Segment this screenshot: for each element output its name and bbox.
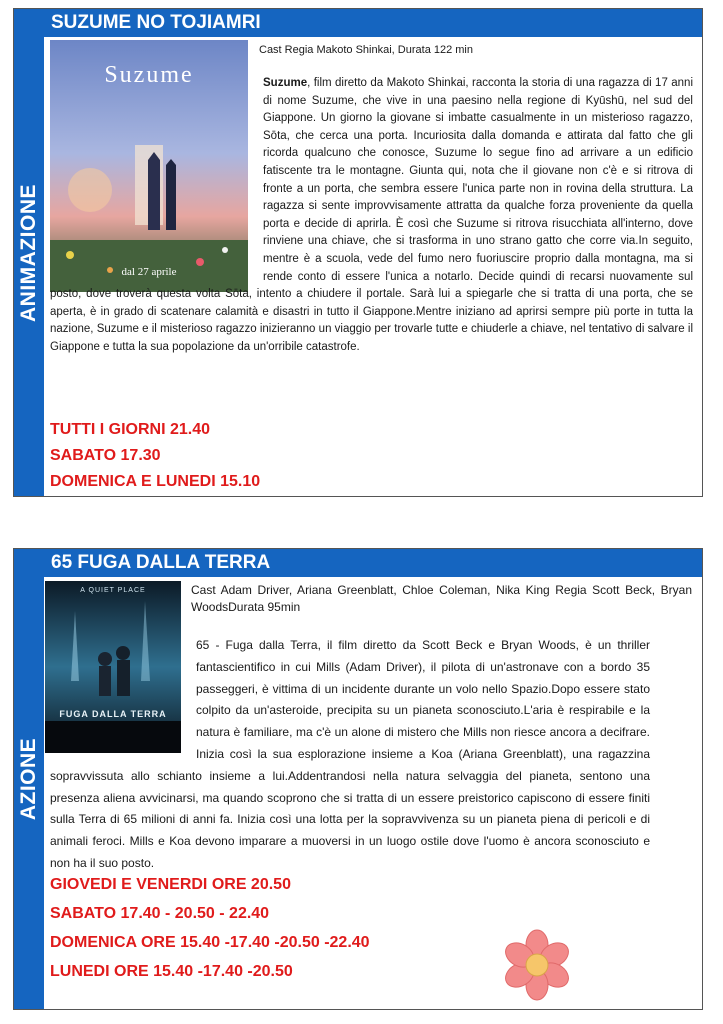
synopsis-lead: Suzume: [263, 77, 308, 89]
showtime-line: SABATO 17.40 - 20.50 - 22.40: [50, 905, 270, 922]
showtime-line: GIOVEDI E VENERDI ORE 20.50: [50, 876, 291, 893]
showtime-line: DOMENICA ORE 15.40 -17.40 -20.50 -22.40: [50, 934, 370, 951]
film-title-bar: [44, 9, 702, 37]
film-title: SUZUME NO TOJIAMRI: [51, 12, 261, 33]
film-synopsis: [50, 75, 693, 357]
film-meta: Cast Regia Makoto Shinkai, Durata 122 min: [259, 44, 473, 56]
genre-label: ANIMAZIONE: [17, 183, 40, 322]
showtime-line: DOMENICA E LUNEDI 15.10: [50, 473, 261, 490]
film-title: 65 FUGA DALLA TERRA: [51, 552, 271, 573]
film-card-suzume: [13, 8, 703, 497]
film-title-bar: [44, 549, 702, 577]
showtime-line: TUTTI I GIORNI 21.40: [50, 421, 211, 438]
flower-icon: [500, 928, 574, 1002]
poster-title: FUGA DALLA TERRA: [59, 709, 167, 719]
poster-tagline: A QUIET PLACE: [80, 587, 146, 594]
genre-label: AZIONE: [17, 737, 40, 821]
poster-title: Suzume: [104, 62, 194, 88]
synopsis-text: 65 - Fuga dalla Terra, il film diretto da Scott Beck e Bryan Woods, è un thriller fantascientifico in cui Mills (Adam Driver), il pilota di un'astronave con a bordo 35 passeggeri, è vittima di un incidente durante un volo nello Spazio.Dopo essere stato colpito da un'asteroide, precipita su un pianeta sconosciuto.L'aria è respirabile e la natura è familiare, ma c'è un alone di mistero che Mills non riesce ancora a decifrare. Inizia così la sua esplorazione insieme a Koa (Ariana Greenblatt), una ragazzina sopravvissuta allo schianto insieme a lui.Addentrandosi nella natura selvaggia del pianeta, sentono una presenza aliena avvicinarsi, ma quando scoprono che si tratta di un essere preistorico capiscono di essere finiti sulla Terra di 65 milioni di anni fa. Inizia così una lotta per la sopravvivenza su un pianeta piena di pericoli e di animali feroci. Mills e Koa devono imparare a muoversi in un luogo ostile dove l'uomo è ancora sconosciuto e non ha il suo posto.: [50, 638, 650, 870]
synopsis-text: , film diretto da Makoto Shinkai, racconta la storia di una ragazza di 17 anni di nome Suzume, che vive in una paesino nella regione di Kyūshū, nel sud del Giappone. Un giorno la giovane si imbatte casualmente in un misterioso ragazzo, Sōta, che cerca una porta. Incuriosita dalla domanda e attirata dal fatto che gli ricorda qualcuno che conosce, Suzume lo segue fino ad arrivare a un edificio fatiscente tra le montagne. Giunta qui, nota che il giovane non c'è e si ritrova di fronte a un porta, che sembra essere l'unica parte non in rovina della struttura. La ragazza si sente improvvisamente attratta da qualche forza proveniente da quella porta e decide di aprirla. È così che Suzume si ritrova risucchiata all'interno, dove rinviene una chiave, che si trasforma in uno strano gatto che corre via.In seguito, mentre è a scuola, vede del fumo nero fuoriuscire proprio dalla montagna, ma si rende conto di essere l'unica a notarlo. Decide quindi di recarsi nuovamente sul posto, dove troverà questa volta Sōta, intento a chiudere il portale. Sarà lui a spiegarle che si tratta di una porta, che se aperta, è in grado di scatenare calamità e disastri in tutto il Giappone.Mentre iniziano ad aprirsi sempre più porte in tutta la nazione, Suzume e il misterioso ragazzo inizieranno un viaggio per trovarle tutte e chiuderle a chiave, nel tentativo di salvare il Giappone e tutta la sua popolazione da un'orribile catastrofe.: [50, 77, 693, 353]
showtime-line: SABATO 17.30: [50, 447, 161, 464]
film-meta: Cast Adam Driver, Ariana Greenblatt, Chloe Coleman, Nika King Regia Scott Beck, Bryan WoodsDurata 95min: [191, 583, 692, 614]
poster-date: dal 27 aprile: [121, 266, 177, 278]
film-synopsis: [50, 635, 650, 875]
showtime-line: LUNEDI ORE 15.40 -17.40 -20.50: [50, 963, 293, 980]
genre-sidebar: [14, 549, 44, 1009]
genre-sidebar: [14, 9, 44, 496]
film-card-65: [13, 548, 703, 1010]
